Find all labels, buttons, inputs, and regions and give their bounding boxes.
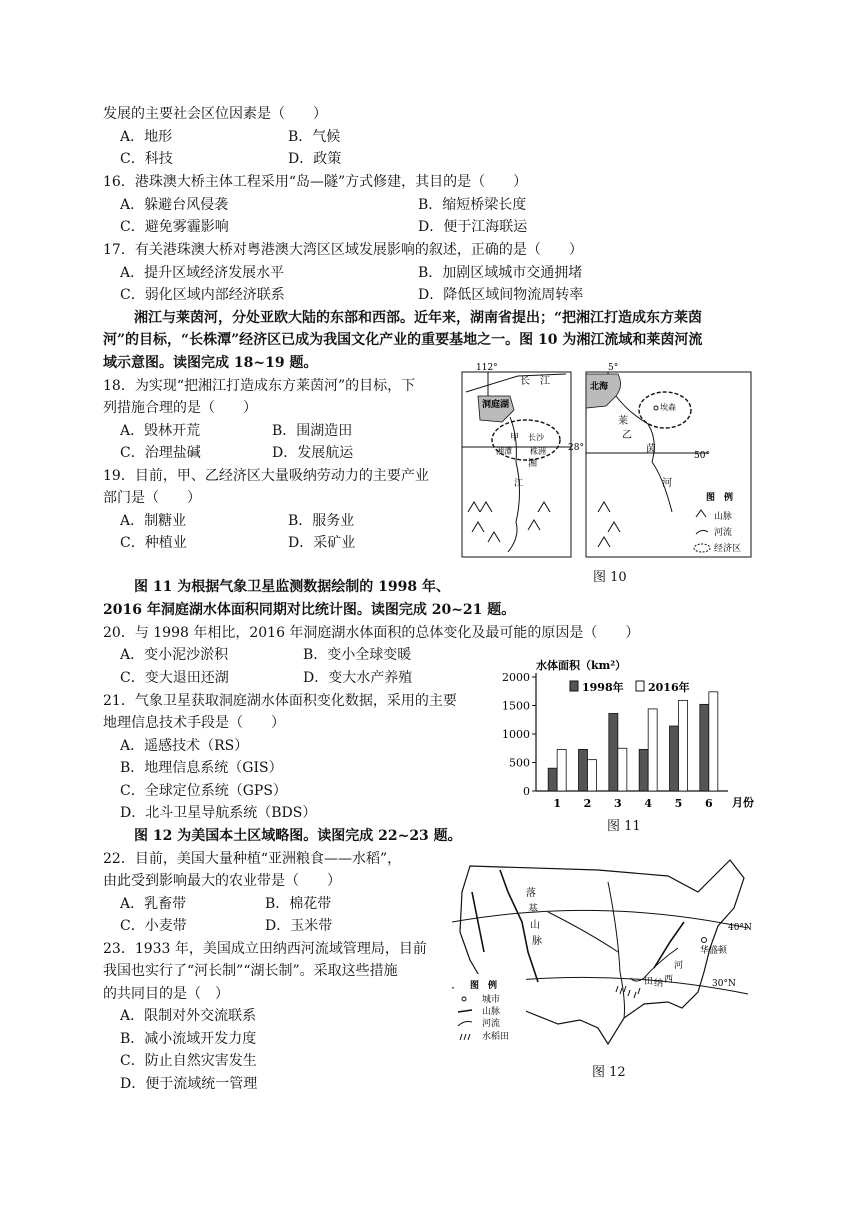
beihai-label: 北海 <box>590 382 609 392</box>
figure-12-caption: 图 12 <box>592 1065 626 1080</box>
intro-18-line-1: 湘江与莱茵河，分处亚欧大陆的东部和西部。近年来，湖南省提出；“把湘江打造成东方莱茵 <box>134 310 703 326</box>
x-tick-label: 4 <box>644 797 652 810</box>
xiang-char: 湘 <box>528 459 538 469</box>
xiangtan-label: 湘潭 <box>496 447 512 456</box>
mississippi-river <box>608 882 625 1018</box>
q17-stem: 17．有关港珠澳大桥对粤港澳大湾区区域发展影响的叙述，正确的是（ ） <box>103 242 583 258</box>
changjiang-label: 长 江 <box>520 376 550 387</box>
legend-mountain-label: 山脉 <box>714 512 733 522</box>
bar-1998-month-3 <box>609 713 618 791</box>
lon-112-label: 112° <box>476 363 498 373</box>
x-tick-label: 1 <box>553 797 561 810</box>
washington-label: 华盛顿 <box>700 946 728 956</box>
fig10-legend-title: 图 例 <box>706 493 734 503</box>
x-tick-label: 5 <box>674 797 683 810</box>
q16-option-b: B．缩短桥梁长度 <box>418 197 527 213</box>
lai-char: 莱 <box>618 416 628 427</box>
x-tick-label: 3 <box>614 797 622 810</box>
fig12-legend-title: 图 例 <box>470 981 498 991</box>
q21-stem-2: 地理信息技术手段是（ ） <box>103 715 285 731</box>
rhine-river <box>616 396 672 512</box>
y-tick-label: 1000 <box>502 728 530 741</box>
q18-option-c: C．治理盐碱 <box>120 445 201 461</box>
luoji-char-2: 基 <box>528 904 538 915</box>
bar-2016-month-2 <box>588 760 597 791</box>
q20-option-c: C．变大退田还湖 <box>120 670 229 686</box>
q21-stem-1: 21．气象卫星获取洞庭湖水体面积变化数据，采用的主要 <box>103 693 457 709</box>
yi-label: 乙 <box>622 430 632 441</box>
q17-option-b: B．加剧区域城市交通拥堵 <box>418 265 583 281</box>
bar-1998-month-6 <box>700 704 709 791</box>
luoji-char-1: 落 <box>526 888 536 899</box>
x-tick-label: 2 <box>583 797 592 810</box>
q15-option-d: D．政策 <box>288 151 342 167</box>
lat-line-40 <box>452 910 748 928</box>
legend-rice-label: 水稻田 <box>482 1032 510 1042</box>
q19-option-b: B．服务业 <box>288 513 355 529</box>
missouri-river <box>548 912 618 952</box>
bar-1998-month-4 <box>639 749 648 791</box>
q23-option-d: D．便于流域统一管理 <box>120 1076 258 1092</box>
q15-option-b: B．气候 <box>288 129 341 145</box>
figure-10-caption: 图 10 <box>593 570 627 585</box>
q20-option-d: D．变大水产养殖 <box>303 670 413 686</box>
q21-option-d: D．北斗卫星导航系统（BDS） <box>120 805 317 821</box>
q23-stem-3: 的共同目的是（ ） <box>103 986 229 1002</box>
y-tick-label: 2000 <box>502 671 530 684</box>
rice-field-symbols <box>616 986 640 998</box>
mountain-symbols-xiang <box>468 502 550 542</box>
legend-swatch-1 <box>636 681 644 691</box>
figure-11-chart <box>500 655 770 815</box>
aisen-label: 埃森 <box>660 403 676 412</box>
lat-40-label: 40°N <box>728 923 752 933</box>
na-char: 纳 <box>654 979 664 989</box>
q21-option-c: C．全球定位系统（GPS） <box>120 783 287 799</box>
intro-20-line-1: 图 11 为根据气象卫星监测数据绘制的 1998 年、 <box>134 579 450 595</box>
intro-18-line-2: 河”的目标，“长株潭”经济区已成为我国文化产业的重要基地之一。图 10 为湘江流域和莱茵河流 <box>103 332 703 348</box>
q21-option-b: B．地理信息系统（GIS） <box>120 760 283 776</box>
zhuzhou-label: 株洲 <box>530 447 546 456</box>
q20-option-a: A．变小泥沙淤积 <box>120 647 229 663</box>
q18-option-b: B．围湖造田 <box>272 423 353 439</box>
bar-2016-month-3 <box>618 748 627 791</box>
y-tick-label: 0 <box>523 785 530 798</box>
lat-50-label: 50° <box>694 451 710 461</box>
legend-river-icon <box>696 530 708 534</box>
q17-option-a: A．提升区域经济发展水平 <box>120 265 285 281</box>
lon-5-label: 5° <box>608 363 619 373</box>
legend-mountain-icon <box>696 510 706 517</box>
mountain-symbols-rhine <box>598 502 620 547</box>
luoji-char-4: 脉 <box>532 936 542 947</box>
x-tick-label: 6 <box>705 797 713 810</box>
bar-2016-month-1 <box>557 749 566 791</box>
washington-dot <box>702 938 707 943</box>
legend-river-label-12: 河流 <box>482 1019 501 1029</box>
y-axis-label: 水体面积（km²） <box>536 659 627 672</box>
coast-range <box>472 892 484 952</box>
q19-stem-1: 19．目前，甲、乙经济区大量吸纳劳动力的主要产业 <box>103 468 429 484</box>
bar-1998-month-5 <box>670 726 679 791</box>
q18-stem-2: 列措施合理的是（ ） <box>103 400 257 416</box>
q23-stem-1: 23．1933 年，美国成立田纳西河流域管理局，目前 <box>103 941 427 957</box>
q22-stem-1: 22．目前，美国大量种植“亚洲粮食——水稻”， <box>103 851 402 867</box>
bar-1998-month-1 <box>548 768 557 791</box>
legend-zone-icon <box>694 544 710 552</box>
q18-option-d: D．发展航运 <box>272 445 354 461</box>
q16-option-a: A．躲避台风侵袭 <box>120 197 229 213</box>
q19-option-a: A．制糖业 <box>120 513 187 529</box>
jia-label: 甲 <box>510 433 520 443</box>
changsha-label: 长沙 <box>528 433 544 442</box>
legend-river-label: 河流 <box>714 528 733 538</box>
jiang-char: 江 <box>514 479 524 489</box>
q22-option-b: B．棉花带 <box>265 896 332 912</box>
q16-option-c: C．避免雾霾影响 <box>120 219 229 235</box>
bar-2016-month-6 <box>709 692 718 791</box>
legend-mountain-label-12: 山脉 <box>482 1007 501 1017</box>
luoji-char-3: 山 <box>530 920 540 931</box>
q15-option-c: C．科技 <box>120 151 173 167</box>
changjiang-river <box>466 374 566 392</box>
y-tick-label: 500 <box>509 756 530 770</box>
q18-option-a: A．毁林开荒 <box>120 423 201 439</box>
q22-stem-2: 由此受到影响最大的农业带是（ ） <box>103 873 341 889</box>
y-tick-label: 1500 <box>502 699 530 713</box>
legend-label-0: 1998年 <box>582 681 624 694</box>
q15-option-a: A．地形 <box>120 129 173 145</box>
q16-stem: 16．港珠澳大桥主体工程采用“岛—隧”方式修建，其目的是（ ） <box>103 174 528 190</box>
q22-option-a: A．乳畜带 <box>120 896 187 912</box>
lat-28-label: 28° <box>568 443 584 453</box>
q23-option-c: C．防止自然灾害发生 <box>120 1053 257 1069</box>
figure-11-caption: 图 11 <box>607 819 641 834</box>
aisen-city-dot <box>654 406 658 410</box>
x-axis-label: 月份 <box>732 796 754 809</box>
q23-option-a: A．限制对外交流联系 <box>120 1008 257 1024</box>
legend-swatch-0 <box>570 681 578 691</box>
tian-char: 田 <box>644 977 654 987</box>
lat-30-label: 30°N <box>712 979 736 989</box>
figure-12-map <box>448 852 760 1052</box>
he-char: 河 <box>662 478 672 489</box>
q17-option-d: D．降低区域间物流周转率 <box>418 287 584 303</box>
q23-option-b: B．减小流域开发力度 <box>120 1031 257 1047</box>
q16-option-d: D．便于江海联运 <box>418 219 528 235</box>
yin-char: 茵 <box>646 444 656 455</box>
intro-18-line-3: 域示意图。读图完成 18~19 题。 <box>103 355 318 371</box>
legend-label-1: 2016年 <box>648 681 690 694</box>
q18-stem-1: 18．为实现“把湘江打造成东方莱茵河”的目标，下 <box>103 378 416 394</box>
q20-option-b: B．变小全球变暖 <box>303 647 412 663</box>
dongting-label: 洞庭湖 <box>482 400 510 410</box>
intro-22-line: 图 12 为美国本土区域略图。读图完成 22~23 题。 <box>134 828 462 844</box>
q20-stem: 20．与 1998 年相比，2016 年洞庭湖水体面积的总体变化及最可能的原因是（ ） <box>103 625 640 641</box>
bar-2016-month-4 <box>648 709 657 791</box>
q19-option-c: C．种植业 <box>120 535 187 551</box>
q19-option-d: D．采矿业 <box>288 535 356 551</box>
bar-2016-month-5 <box>679 700 688 791</box>
xi-char: 西 <box>664 975 674 985</box>
figure-10-map <box>458 362 758 562</box>
q21-option-a: A．遥感技术（RS） <box>120 738 249 754</box>
intro-20-line-2: 2016 年洞庭湖水体面积同期对比统计图。读图完成 20~21 题。 <box>103 602 516 618</box>
legend-city-label: 城市 <box>482 995 501 1005</box>
q17-option-c: C．弱化区域内部经济联系 <box>120 287 285 303</box>
q22-option-c: C．小麦带 <box>120 918 187 934</box>
q22-option-d: D．玉米带 <box>265 918 333 934</box>
legend-zone-label: 经济区 <box>714 544 742 554</box>
bar-1998-month-2 <box>579 749 588 791</box>
he-char: 河 <box>674 961 684 971</box>
q15-stem: 发展的主要社会区位因素是（ ） <box>103 106 327 122</box>
q19-stem-2: 部门是（ ） <box>103 490 201 506</box>
q23-stem-2: 我国也实行了“河长制”“湖长制”。采取这些措施 <box>103 963 398 979</box>
